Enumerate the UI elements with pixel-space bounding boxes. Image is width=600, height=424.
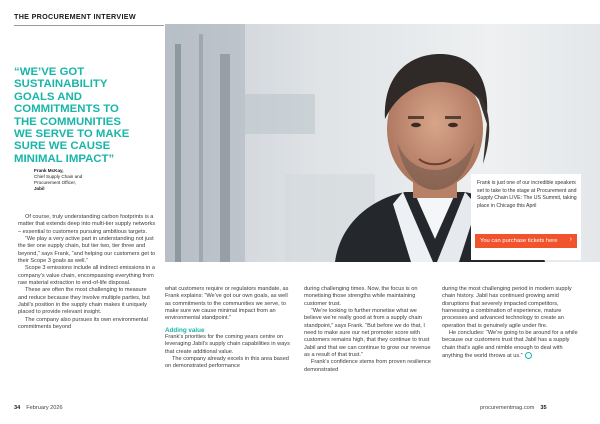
pull-quote-line: WE SERVE TO MAKE: [14, 128, 130, 141]
event-callout: [471, 174, 581, 260]
chevron-right-icon: ›: [569, 236, 572, 243]
paragraph: Frank’s priorities for the coming years centre on leveraging Jabil’s supply chain capabilities in ways that create additional value.: [165, 334, 290, 355]
speaker-role-line-2: Procurement Officer,: [34, 180, 77, 185]
paragraph: The company already excels in this area based on demonstrated performance: [165, 356, 289, 370]
body-column-1: [18, 214, 156, 332]
purchase-tickets-label: You can purchase tickets here: [480, 238, 558, 244]
end-mark-icon: [525, 352, 532, 359]
body-column-3: [304, 286, 434, 374]
pull-quote-line: MINIMAL IMPACT”: [14, 152, 115, 165]
paragraph: Of course, truly understanding carbon footprints is a matter that extends deep into multi-tier supply networks – essential to customers pursuing ambitious targets.: [18, 214, 156, 235]
quote-attribution: [34, 168, 162, 192]
footer-left: [14, 405, 63, 411]
page-number-left: 34: [14, 405, 21, 411]
paragraph: The company also pursues its own environmental commitments beyond: [18, 316, 148, 331]
header-divider: [14, 25, 164, 26]
paragraph: These are often the most challenging to measure and reduce because they involve multiple parties, but Jabil’s position in the supply chain makes it uniquely placed to provide relevant insight.: [18, 287, 150, 316]
section-header: THE PROCUREMENT INTERVIEW: [14, 12, 136, 21]
speaker-name: Frank McKay,: [34, 168, 64, 173]
paragraph: “We play a very active part in understanding not just the tier one supply chain, but tier two, tier three and beyond,” says Frank, “and helping our customers get to their Scope 3 goals as well.”: [18, 236, 156, 265]
page-number-right: 35: [540, 405, 547, 411]
purchase-tickets-button[interactable]: [475, 234, 577, 248]
speaker-role-line-1: Chief Supply Chain and: [34, 174, 83, 179]
paragraph: [442, 330, 582, 360]
paragraph-text: He concludes: “We’re going to be around for a while because our customers trust that Jabil has a supply chain that’s agile and nimble enough to deal with anything the world throws at us.”: [442, 330, 578, 360]
body-column-2: [165, 286, 293, 371]
paragraph: during challenging times. Now, the focus is on monetising those strengths while maintaining customer trust.: [304, 286, 418, 307]
site-url[interactable]: procurementmag.com: [480, 405, 535, 411]
pull-quote-line: SURE WE CAUSE: [14, 140, 111, 153]
callout-text: Frank is just one of our incredible speakers set to take to the stage at Procurement and Supply Chain LIVE: The US Summit, taking place in Chicago this April: [477, 180, 577, 209]
speaker-company: Jabil: [34, 186, 45, 191]
paragraph: Frank’s confidence stems from proven resilience demonstrated: [304, 359, 431, 373]
body-column-4: [442, 286, 582, 360]
section-subheading: Adding value: [165, 326, 205, 334]
paragraph: Scope 3 emissions include all indirect emissions in a company’s value chain, encompassing everything from raw material extraction to end-of-life disposal.: [18, 265, 155, 287]
pull-quote-line: SUSTAINABILITY: [14, 78, 108, 91]
pull-quote: [14, 66, 162, 165]
issue-date: February 2026: [26, 405, 63, 411]
pull-quote-line: “WE’VE GOT: [14, 66, 85, 78]
pull-quote-line: THE COMMUNITIES: [14, 115, 121, 128]
paragraph: what customers require or regulators mandate, as Frank explains: “We’ve got our own goals, as well as commitments to the communities we serve, to make sure we cause minimal impact from an environmental standpoint.”: [165, 286, 289, 322]
pull-quote-line: GOALS AND: [14, 90, 82, 103]
paragraph: during the most challenging period in modern supply chain history. Jabil has continued growing amid disruptions that severely impacted competitors, harnessing a combination of experience, mature processes and advanced technology to create an operation that is genuinely agile under fire.: [442, 286, 572, 329]
footer-right: [480, 405, 547, 411]
pull-quote-line: COMMITMENTS TO: [14, 103, 119, 116]
paragraph: “We’re looking to further monetise what we believe we’re really good at from a supply chain standpoint,” says Frank. “But before we do that, I need to make sure our net promoter score with customers remains high, that they continue to trust Jabil and that we can continue to grow our revenue as a result of that trust.”: [304, 308, 431, 359]
